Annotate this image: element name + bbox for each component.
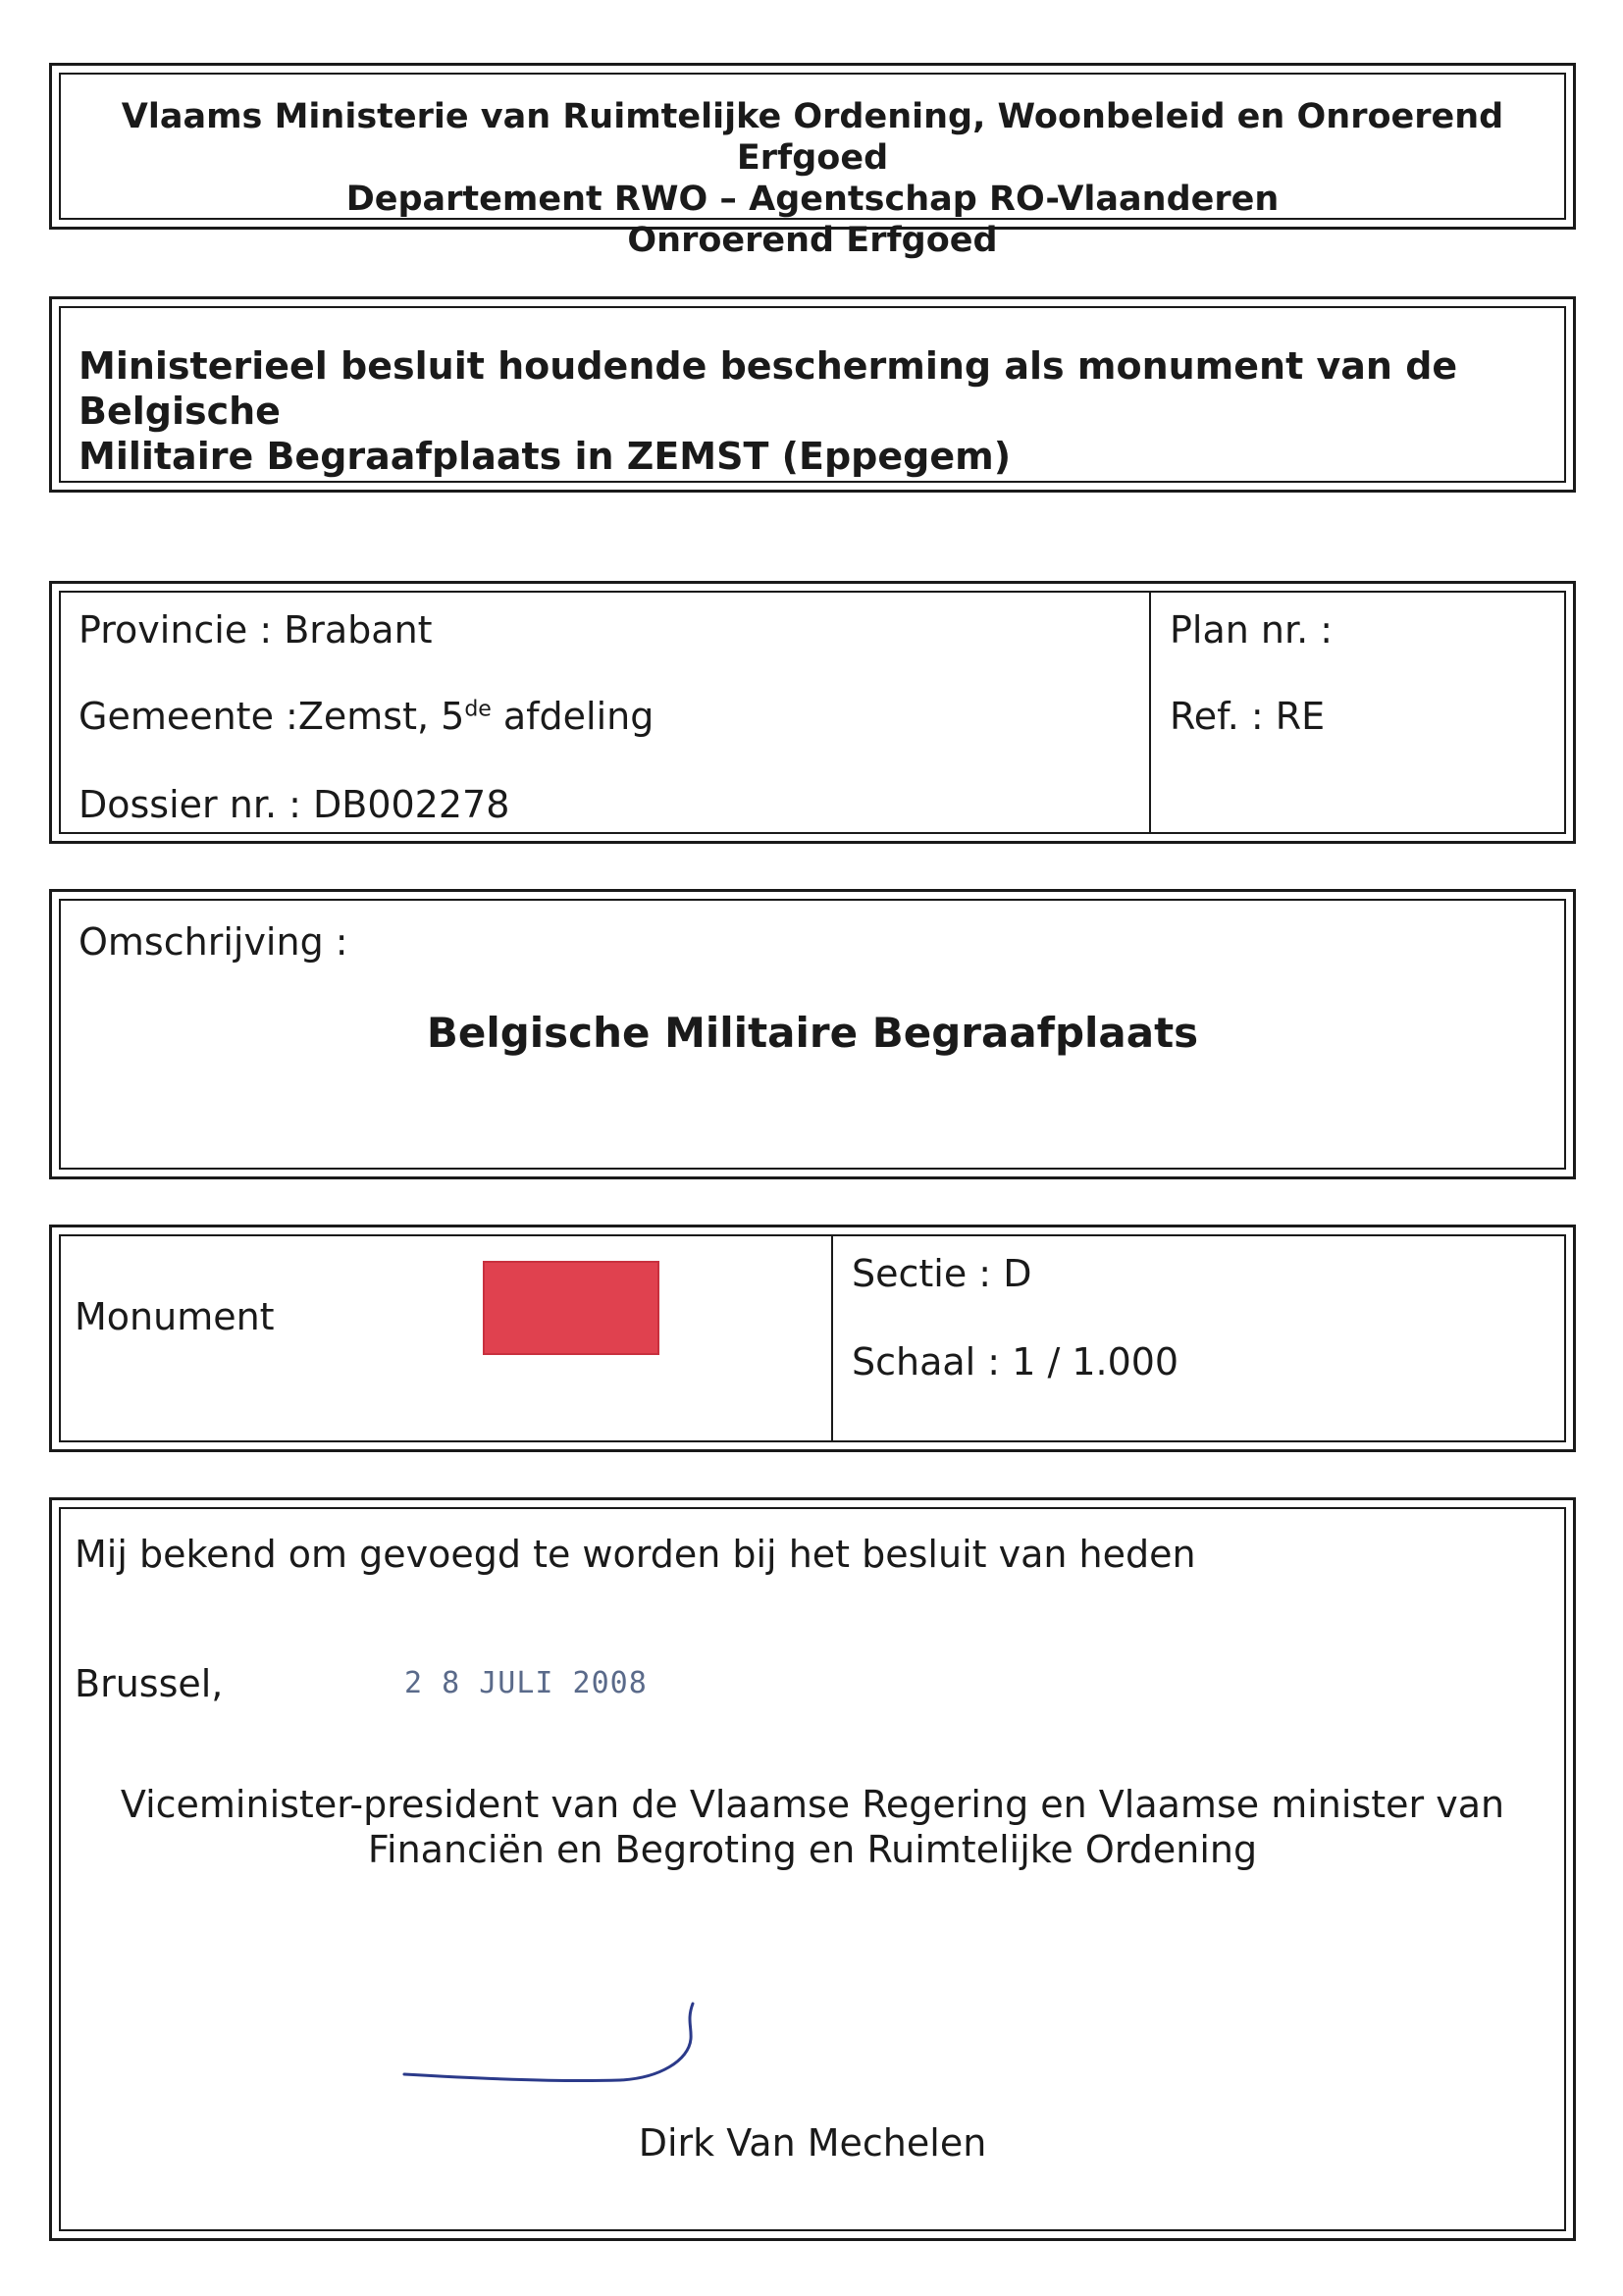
page-title (79, 343, 1564, 479)
dossier-field: Dossier nr. : DB002278 (79, 783, 510, 826)
statement-text: Mij bekend om gevoegd te worden bij het besluit van heden (75, 1533, 1196, 1576)
gemeente-field (79, 695, 654, 738)
date-stamp: 2 8 JULI 2008 (404, 1666, 648, 1700)
title-line-1: Ministerieel besluit houdende bescherming als monument van de Belgische (79, 344, 1458, 433)
signature-box (49, 1497, 1576, 2241)
header-line-2: Departement RWO – Agentschap RO-Vlaanderen (345, 180, 1280, 219)
schaal-field: Schaal : 1 / 1.000 (852, 1340, 1179, 1383)
description-box (49, 889, 1576, 1179)
title-line-2: Militaire Begraafplaats in ZEMST (Eppegem) (79, 435, 1012, 478)
role-line-2: Financiën en Begroting en Ruimtelijke Ordening (367, 1828, 1258, 1871)
role-line-1: Viceminister-president van de Vlaamse Regering en Vlaamse minister van (120, 1783, 1505, 1826)
city-text: Brussel, (75, 1662, 224, 1705)
info-box (49, 581, 1576, 844)
gemeente-sup: de (464, 697, 492, 722)
signature-icon (394, 2000, 708, 2088)
header-text (61, 96, 1564, 261)
gemeente-suffix: afdeling (491, 695, 654, 738)
header-box (49, 63, 1576, 260)
monument-swatch (483, 1261, 659, 1355)
title-box (49, 296, 1576, 493)
sectie-field: Sectie : D (852, 1252, 1032, 1295)
monument-label: Monument (75, 1295, 275, 1338)
ref-field: Ref. : RE (1170, 695, 1326, 738)
description-value: Belgische Militaire Begraafplaats (426, 1009, 1199, 1057)
gemeente-prefix: Gemeente :Zemst, 5 (79, 695, 465, 738)
signatory-name: Dirk Van Mechelen (638, 2121, 987, 2165)
header-line-1: Vlaams Ministerie van Ruimtelijke Ordening, Woonbeleid en Onroerend Erfgoed (121, 97, 1504, 178)
legend-box (49, 1225, 1576, 1452)
plan-field: Plan nr. : (1170, 608, 1334, 652)
legend-divider (831, 1236, 833, 1440)
header-line-3: Onroerend Erfgoed (627, 221, 998, 260)
provincie-field: Provincie : Brabant (79, 608, 433, 652)
info-divider (1149, 593, 1151, 832)
description-label: Omschrijving : (79, 920, 348, 964)
role-text (61, 1782, 1564, 1872)
